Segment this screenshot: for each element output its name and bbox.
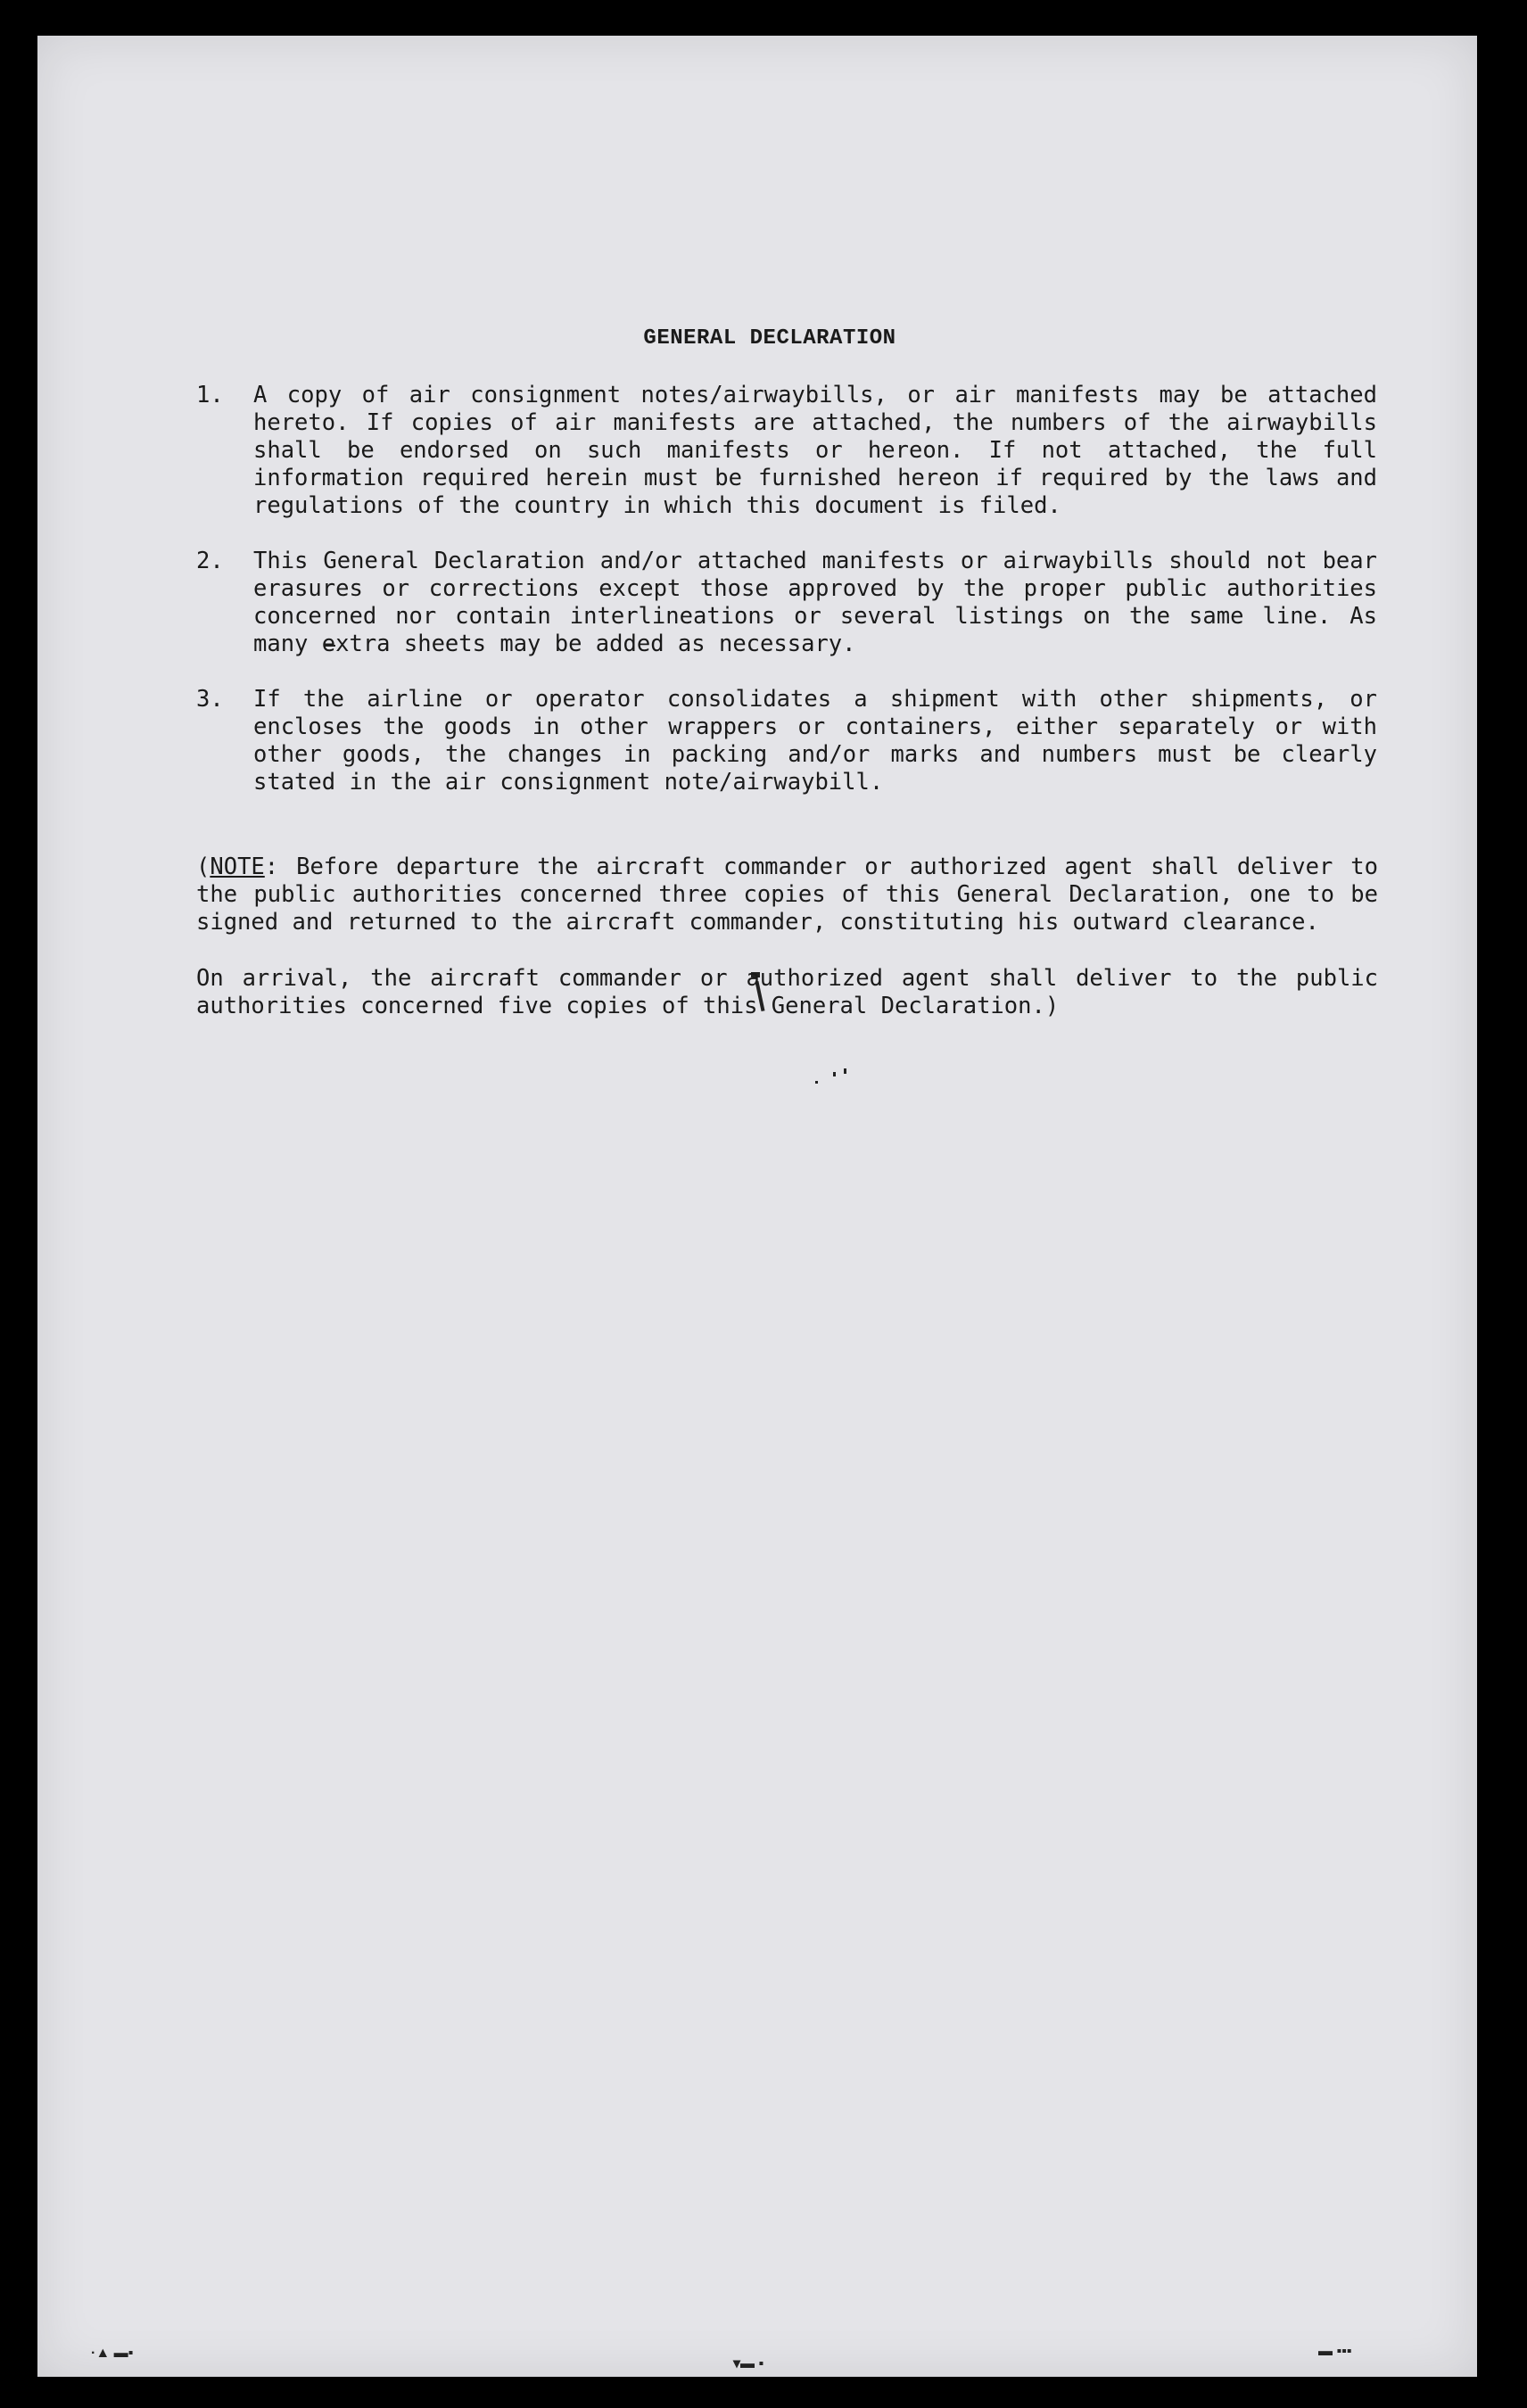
document-page bbox=[37, 36, 1477, 2377]
edge-mark: ▬ ▪▪▪ bbox=[1318, 2344, 1352, 2359]
item-number: 1. bbox=[196, 382, 224, 408]
list-item bbox=[159, 548, 1381, 658]
edge-mark: ▾▬ ▪ bbox=[733, 2356, 764, 2371]
item-number: 3. bbox=[196, 686, 224, 713]
note-text: : Before departure the aircraft commander or authorized agent shall deliver to the public authorities concerned three copies of this General Declaration, one to be signed and returned to the aircraft commander, constituting his outward clearance. bbox=[196, 854, 1378, 936]
list-item bbox=[159, 382, 1381, 520]
arrival-paragraph: On arrival, the aircraft commander or authorized agent shall deliver to the public authorities concerned five copies of this General Declaration.) bbox=[196, 965, 1378, 1019]
edge-mark: ·▲ ▬▪ bbox=[91, 2346, 134, 2361]
list-item bbox=[159, 686, 1381, 796]
instruction-list bbox=[159, 382, 1381, 824]
bleed-through-text bbox=[430, 125, 1143, 161]
item-number: 2. bbox=[196, 548, 224, 574]
note-label: NOTE bbox=[210, 854, 265, 880]
page-title: GENERAL DECLARATION bbox=[643, 326, 896, 350]
item-text: This General Declaration and/or attached manifests or airwaybills should not bear erasures or corrections except those approved by the proper public authorities concerned nor contain interlineations or several listings on the same line. As many extra sheets may be added as necessary. bbox=[253, 548, 1377, 657]
item-text: A copy of air consignment notes/airwaybills, or air manifests may be attached hereto. If copies of air manifests are attached, the numbers of the airwaybills shall be endorsed on such manifests or hereon. If not attached, the full information required herein must be furnished hereon if required by the laws and regulations of the country in which this document is filed. bbox=[253, 382, 1377, 519]
item-text: If the airline or operator consolidates a shipment with other shipments, or encloses the goods in other wrappers or containers, either separately or with other goods, the changes in packing and/or marks and numbers must be clearly stated in the air consignment note/airwaybill. bbox=[253, 686, 1377, 796]
note-paragraph: (NOTE: Before departure the aircraft commander or authorized agent shall deliver to the public authorities concerned three copies of this General Declaration, one to be signed and returned to the aircraft commander, constituting his outward clearance. bbox=[196, 854, 1378, 936]
